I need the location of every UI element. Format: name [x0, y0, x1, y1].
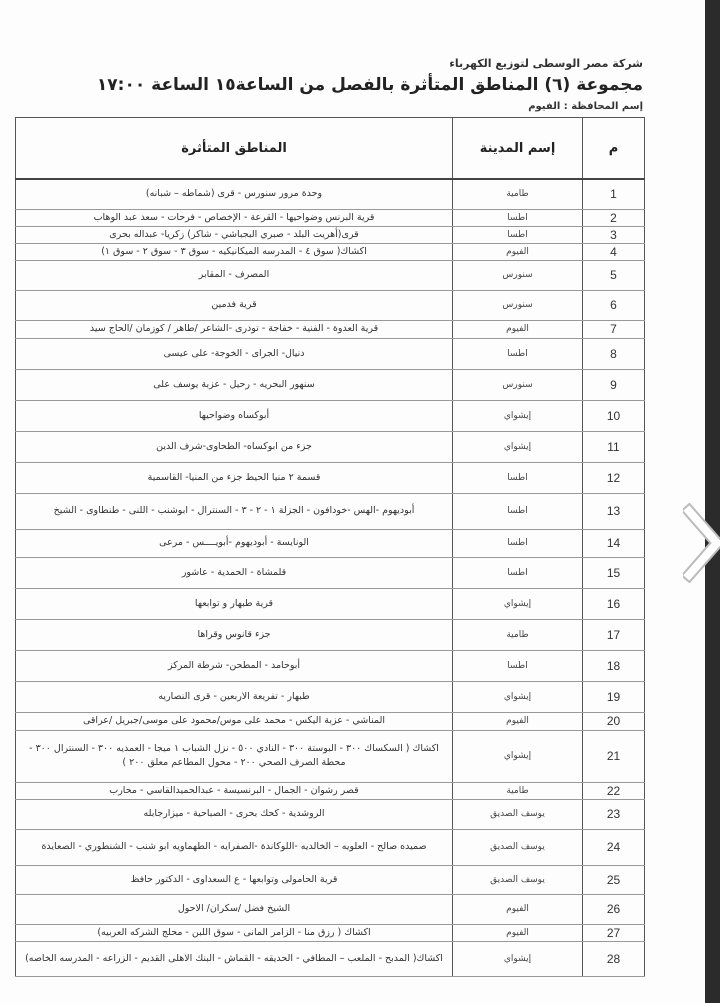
- table-row: [16, 338, 645, 369]
- affected-areas: اكشاك ( السكساك ٣٠٠ - البوستة ٣٠٠ - النادي ٥٠٠ - نزل الشباب ١ ميجا - العمديه ٣٠٠ - السنترال ٣٠٠ - محطة الصرف الصحي ٢٠٠ - محول المطاعم معلق ٢٠٠ ): [16, 730, 453, 782]
- affected-areas: اكشاك ( رزق منا - الزامر المانى - سوق اللبن - محلج الشركه العربيه): [16, 924, 453, 941]
- table-row: [16, 681, 645, 712]
- city-name: طامية: [453, 179, 583, 209]
- affected-areas: قرية الحامولى وتوابعها - ع السعداوى - الدكتور حافظ: [16, 865, 453, 894]
- table-row: [16, 179, 645, 209]
- chevron-right-icon: [683, 503, 720, 583]
- table-row: [16, 529, 645, 557]
- affected-areas: الونايسة - أبوديهوم -أبويــــس - مرعى: [16, 529, 453, 557]
- affected-areas: طبهار - تفريعة الاربعين - قرى النصاريه: [16, 681, 453, 712]
- table-row: [16, 462, 645, 493]
- company-name: شركة مصر الوسطى لتوزيع الكهرباء: [449, 57, 643, 70]
- affected-areas: اكشاك( المدبح - الملعب – المطافي - الحديقه - القماش - البنك الاهلى القديم - الزراعه - المدرسه الخاصه): [16, 941, 453, 976]
- city-name: اطسا: [453, 338, 583, 369]
- city-name: اطسا: [453, 650, 583, 681]
- table-row: [16, 924, 645, 941]
- row-number: 19: [583, 681, 645, 712]
- affected-areas: الروشدية - كحك بحرى - الصباحية - ميزارجابله: [16, 799, 453, 829]
- table-row: [16, 865, 645, 894]
- row-number: 11: [583, 431, 645, 462]
- affected-areas-table: [15, 117, 645, 977]
- affected-areas: قسمة ٢ منيا الحيط جزء من المنيا- القاسمية: [16, 462, 453, 493]
- affected-areas: أبوديهوم -الهس -خودافون - الجزلة ١ - ٢ - ٣ - السنترال - ابوشنب - اللنى - طنطاوى - الشيخ: [16, 493, 453, 529]
- city-name: إيشواي: [453, 730, 583, 782]
- city-name: إيشواي: [453, 588, 583, 619]
- table-row: [16, 619, 645, 650]
- affected-areas: قرى(أهريت البلد - صبري البجباشي - شاكر) زكريا- عبداله بحرى: [16, 226, 453, 243]
- row-number: 14: [583, 529, 645, 557]
- affected-areas: قرية البرنس وضواحيها - القرعة - الإخصاص - فرحات - سعد عبد الوهاب: [16, 209, 453, 226]
- table-row: [16, 226, 645, 243]
- table-row: [16, 431, 645, 462]
- row-number: 16: [583, 588, 645, 619]
- city-name: يوسف الصديق: [453, 829, 583, 865]
- row-number: 10: [583, 400, 645, 431]
- table-row: [16, 894, 645, 924]
- city-name: الفيوم: [453, 894, 583, 924]
- row-number: 18: [583, 650, 645, 681]
- city-name: يوسف الصديق: [453, 799, 583, 829]
- table-row: [16, 493, 645, 529]
- table-row: [16, 650, 645, 681]
- city-name: الفيوم: [453, 243, 583, 260]
- affected-areas: سنهور البحريه - رحيل - عزبة يوسف على: [16, 369, 453, 400]
- row-number: 6: [583, 290, 645, 320]
- table-row: [16, 290, 645, 320]
- table-row: [16, 557, 645, 588]
- city-name: اطسا: [453, 493, 583, 529]
- row-number: 25: [583, 865, 645, 894]
- header-num: م: [583, 118, 645, 180]
- table-row: [16, 712, 645, 730]
- city-name: سنورس: [453, 260, 583, 290]
- governorate-label: إسم المحافظة : الفيوم: [528, 101, 643, 112]
- row-number: 1: [583, 179, 645, 209]
- row-number: 22: [583, 782, 645, 799]
- affected-areas: أبوكساه وضواحيها: [16, 400, 453, 431]
- table-row: [16, 782, 645, 799]
- city-name: سنورس: [453, 369, 583, 400]
- row-number: 9: [583, 369, 645, 400]
- affected-areas: اكشاك( سوق ٤ - المدرسه الميكانيكيه - سوق ٣ - سوق ٢ - سوق ١): [16, 243, 453, 260]
- table-row: [16, 799, 645, 829]
- affected-areas: دنيال- الجراى - الخوجة- على عيسى: [16, 338, 453, 369]
- city-name: إيشواي: [453, 681, 583, 712]
- city-name: الفيوم: [453, 712, 583, 730]
- row-number: 3: [583, 226, 645, 243]
- city-name: الفيوم: [453, 924, 583, 941]
- row-number: 7: [583, 320, 645, 338]
- affected-areas: قرية العدوة - الفنية - خفاجة - تودرى -الشاعر /طاهر / كوزمان /الحاج سيد: [16, 320, 453, 338]
- affected-areas: المصرف - المقابر: [16, 260, 453, 290]
- table-row: [16, 829, 645, 865]
- city-name: سنورس: [453, 290, 583, 320]
- city-name: طامية: [453, 619, 583, 650]
- header-city: إسم المدينة: [453, 118, 583, 180]
- city-name: إيشواي: [453, 431, 583, 462]
- row-number: 12: [583, 462, 645, 493]
- affected-areas: قرية فدمين: [16, 290, 453, 320]
- city-name: اطسا: [453, 557, 583, 588]
- table-row: [16, 941, 645, 976]
- affected-areas: جزء قانوس وقراها: [16, 619, 453, 650]
- header-areas: المناطق المتأثرة: [16, 118, 453, 180]
- city-name: اطسا: [453, 529, 583, 557]
- table-row: [16, 320, 645, 338]
- table-row: [16, 243, 645, 260]
- affected-areas: جزء من ابوكساه- الطحاوى-شرف الدين: [16, 431, 453, 462]
- viewer-side-strip: [705, 0, 720, 1003]
- affected-areas: قرية طبهار و توابعها: [16, 588, 453, 619]
- row-number: 27: [583, 924, 645, 941]
- table-body: [16, 179, 645, 976]
- table-row: [16, 730, 645, 782]
- table-row: [16, 588, 645, 619]
- row-number: 8: [583, 338, 645, 369]
- row-number: 13: [583, 493, 645, 529]
- affected-areas: قلمشاة - الحمدية - عاشور: [16, 557, 453, 588]
- affected-areas: قصر رشوان - الجمال - البرنسيسة - عبدالحميدالقاسي - محارب: [16, 782, 453, 799]
- city-name: إيشواي: [453, 400, 583, 431]
- row-number: 15: [583, 557, 645, 588]
- row-number: 24: [583, 829, 645, 865]
- row-number: 26: [583, 894, 645, 924]
- table-row: [16, 209, 645, 226]
- affected-areas: المناشي - عزبة اليكس - محمد على موس/محمود على موسى/جبريل /عراقى: [16, 712, 453, 730]
- city-name: اطسا: [453, 226, 583, 243]
- table-row: [16, 400, 645, 431]
- table-row: [16, 369, 645, 400]
- affected-areas: وحدة مرور سنورس - قرى (شماطه – شبانه): [16, 179, 453, 209]
- table-row: [16, 260, 645, 290]
- row-number: 17: [583, 619, 645, 650]
- city-name: اطسا: [453, 462, 583, 493]
- row-number: 4: [583, 243, 645, 260]
- affected-areas: أبوحامد - المطحن- شرطة المركز: [16, 650, 453, 681]
- affected-areas: الشيخ فضل /سكران/ الاحول: [16, 894, 453, 924]
- table-header-row: [16, 118, 645, 180]
- row-number: 28: [583, 941, 645, 976]
- city-name: اطسا: [453, 209, 583, 226]
- row-number: 2: [583, 209, 645, 226]
- city-name: الفيوم: [453, 320, 583, 338]
- city-name: طامية: [453, 782, 583, 799]
- next-page-button[interactable]: [683, 503, 720, 583]
- city-name: إيشواي: [453, 941, 583, 976]
- city-name: يوسف الصديق: [453, 865, 583, 894]
- document-title: مجموعة (٦) المناطق المتأثرة بالفصل من الساعة١٥ الساعة ١٧:٠٠: [96, 75, 643, 95]
- affected-areas: صميده صالح - العلويه – الخالديه -اللوكاندة -الصفرايه - الطهماويه ابو شنب - الشنطوري - الصعايدة: [16, 829, 453, 865]
- row-number: 21: [583, 730, 645, 782]
- row-number: 20: [583, 712, 645, 730]
- row-number: 5: [583, 260, 645, 290]
- row-number: 23: [583, 799, 645, 829]
